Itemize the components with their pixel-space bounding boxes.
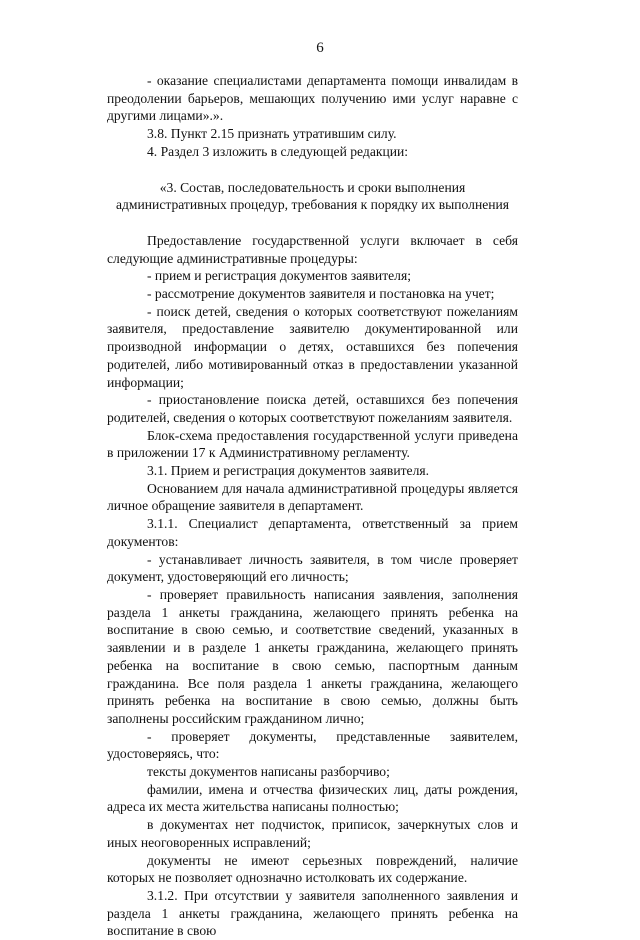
paragraph: 3.1.2. При отсутствии у заявителя заполненного заявления и раздела 1 анкеты гражданина, желающего принять ребенка на воспитание в свою: [107, 887, 518, 939]
paragraph: в документах нет подчисток, приписок, зачеркнутых слов и иных неоговоренных исправлений;: [107, 817, 518, 850]
paragraph: 3.8. Пункт 2.15 признать утратившим силу.: [147, 126, 397, 142]
paragraph: - приостановление поиска детей, оставшихся без попечения родителей, сведения о которых соответствуют пожеланиям заявителя.: [107, 392, 518, 425]
paragraph: - устанавливает личность заявителя, в том числе проверяет документ, удостоверяющий его личность;: [107, 551, 518, 585]
document-body: [107, 72, 518, 940]
paragraph: документы не имеют серьезных повреждений, наличие которых не позволяет однозначно истолковать их содержание.: [107, 852, 518, 886]
section-heading: «3. Состав, последовательность и сроки выполнения административных процедур, требования к порядку их выполнения: [115, 179, 510, 213]
paragraph: Основанием для начала административной процедуры является личное обращение заявителя в департамент.: [107, 480, 518, 514]
paragraph: - прием и регистрация документов заявителя;: [147, 268, 411, 284]
paragraph: - рассмотрение документов заявителя и постановка на учет;: [147, 286, 495, 302]
paragraph: 4. Раздел 3 изложить в следующей редакции:: [147, 143, 409, 159]
paragraph: тексты документов написаны разборчиво;: [147, 764, 390, 780]
paragraph: - проверяет документы, представленные заявителем, удостоверяясь, что:: [107, 728, 518, 762]
paragraph: Предоставление государственной услуги включает в себя следующие административные процедуры:: [107, 232, 518, 266]
paragraph: Блок-схема предоставления государственной услуги приведена в приложении 17 к Административному регламенту.: [107, 427, 518, 461]
paragraph: - оказание специалистами департамента помощи инвалидам в преодолении барьеров, мешающих получению ими услуг наравне с другими лицами».».: [107, 73, 518, 124]
page-number: 6: [316, 40, 324, 56]
paragraph: 3.1.1. Специалист департамента, ответственный за прием документов:: [107, 516, 518, 549]
paragraph: - проверяет правильность написания заявления, заполнения раздела 1 анкеты гражданина, желающего принять ребенка на воспитание в свою семью, и соответствие сведений, указанных в заявлении и в разделе 1 анкеты гражданина, желающего принять ребенка на воспитание в свою семью, паспортным данным гражданина. Все поля раздела 1 анкеты гражданина, желающего принять ребенка на воспитание в свою семью, должны быть заполнены российским гражданином лично;: [107, 586, 518, 726]
paragraph: фамилии, имена и отчества физических лиц, даты рождения, адреса их места жительства написаны полностью;: [107, 781, 518, 815]
paragraph: 3.1. Прием и регистрация документов заявителя.: [147, 463, 430, 479]
paragraph: - поиск детей, сведения о которых соответствуют пожеланиям заявителя, предоставление заявителю документированной или производной информации о детях, оставшихся без попечения родителей, либо мотивированный отказ в предоставлении указанной информации;: [107, 303, 518, 390]
